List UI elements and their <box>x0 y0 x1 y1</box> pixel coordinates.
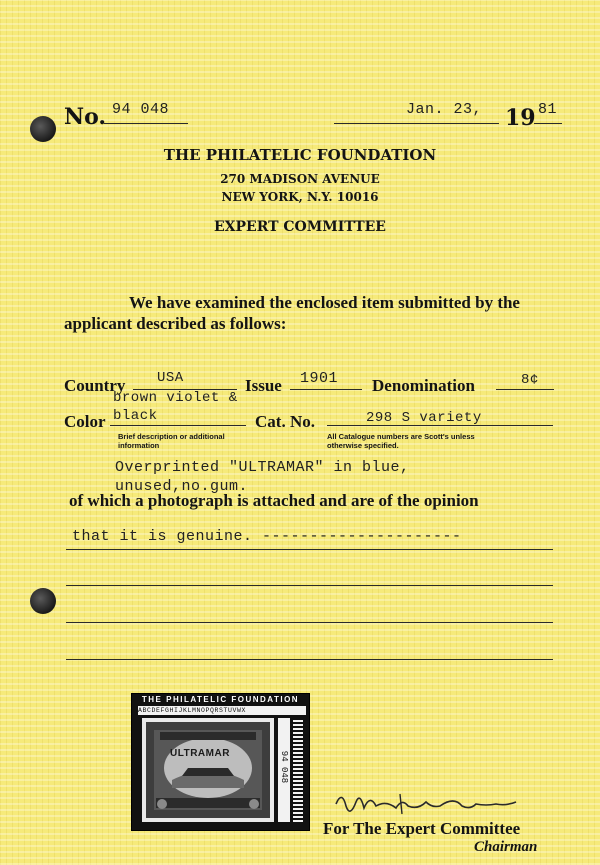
date-underline <box>334 123 499 124</box>
color-value-line1: brown violet & <box>113 390 238 406</box>
org-name: THE PHILATELIC FOUNDATION <box>163 146 437 164</box>
org-address-line2: NEW YORK, N.Y. 10016 <box>221 190 379 204</box>
number-label: No. <box>64 104 107 130</box>
stamp-photograph <box>131 693 310 831</box>
issue-underline <box>290 389 362 390</box>
signature <box>330 784 530 824</box>
for-committee: For The Expert Committee <box>323 819 521 838</box>
chairman-label: Chairman <box>474 839 538 855</box>
opinion-line-1 <box>66 549 553 550</box>
opinion-line-3 <box>66 622 553 623</box>
denomination-underline <box>496 389 554 390</box>
photo-alphabet-scale: ABCDEFGHIJKLMNOPQRSTUVWX <box>138 706 306 715</box>
catalogue-note: All Catalogue numbers are Scott's unless otherwise specified. <box>327 432 475 450</box>
description-line1: Overprinted "ULTRAMAR" in blue, <box>115 459 410 476</box>
stamp-artwork <box>142 718 274 822</box>
issue-value: 1901 <box>300 370 339 387</box>
color-underline <box>110 425 246 426</box>
org-address-line1: 270 MADISON AVENUE <box>220 172 380 186</box>
year-suffix: 81 <box>538 101 558 118</box>
year-underline <box>534 123 562 124</box>
denomination-label: Denomination <box>372 376 475 395</box>
catno-value: 298 S variety <box>366 410 482 426</box>
photo-side-number: 94 048 <box>279 750 289 784</box>
opinion-text: that it is genuine. --------------------- <box>72 528 462 545</box>
punch-hole-middle <box>30 588 56 614</box>
committee-heading: EXPERT COMMITTEE <box>214 219 386 235</box>
description-line2: unused,no.gum. <box>115 478 249 495</box>
opinion-line-4 <box>66 659 553 660</box>
catno-label: Cat. No. <box>255 412 315 431</box>
color-value-line2: black <box>113 408 158 424</box>
intro-line1: We have examined the enclosed item submitted by the <box>129 293 520 312</box>
country-label: Country <box>64 376 126 395</box>
catno-underline <box>327 425 553 426</box>
intro-line2: applicant described as follows: <box>64 314 287 333</box>
photo-banner: THE PHILATELIC FOUNDATION <box>141 695 300 704</box>
photo-side-strip <box>278 718 290 822</box>
certificate-date: Jan. 23, <box>406 101 483 118</box>
country-value: USA <box>157 370 184 386</box>
number-underline <box>104 123 188 124</box>
opinion-intro: of which a photograph is attached and are of the opinion <box>69 491 479 510</box>
punch-hole-top <box>30 116 56 142</box>
year-prefix: 19 <box>505 105 536 131</box>
issue-label: Issue <box>245 376 282 395</box>
stamp-image <box>142 718 274 822</box>
certificate-number: 94 048 <box>112 101 170 118</box>
photo-ruler <box>293 718 303 822</box>
brief-note: Brief description or additional information <box>118 432 225 450</box>
opinion-line-2 <box>66 585 553 586</box>
overprint-ultramar: ULTRAMAR <box>170 748 230 759</box>
denomination-value: 8¢ <box>521 372 539 388</box>
color-label: Color <box>64 412 106 431</box>
